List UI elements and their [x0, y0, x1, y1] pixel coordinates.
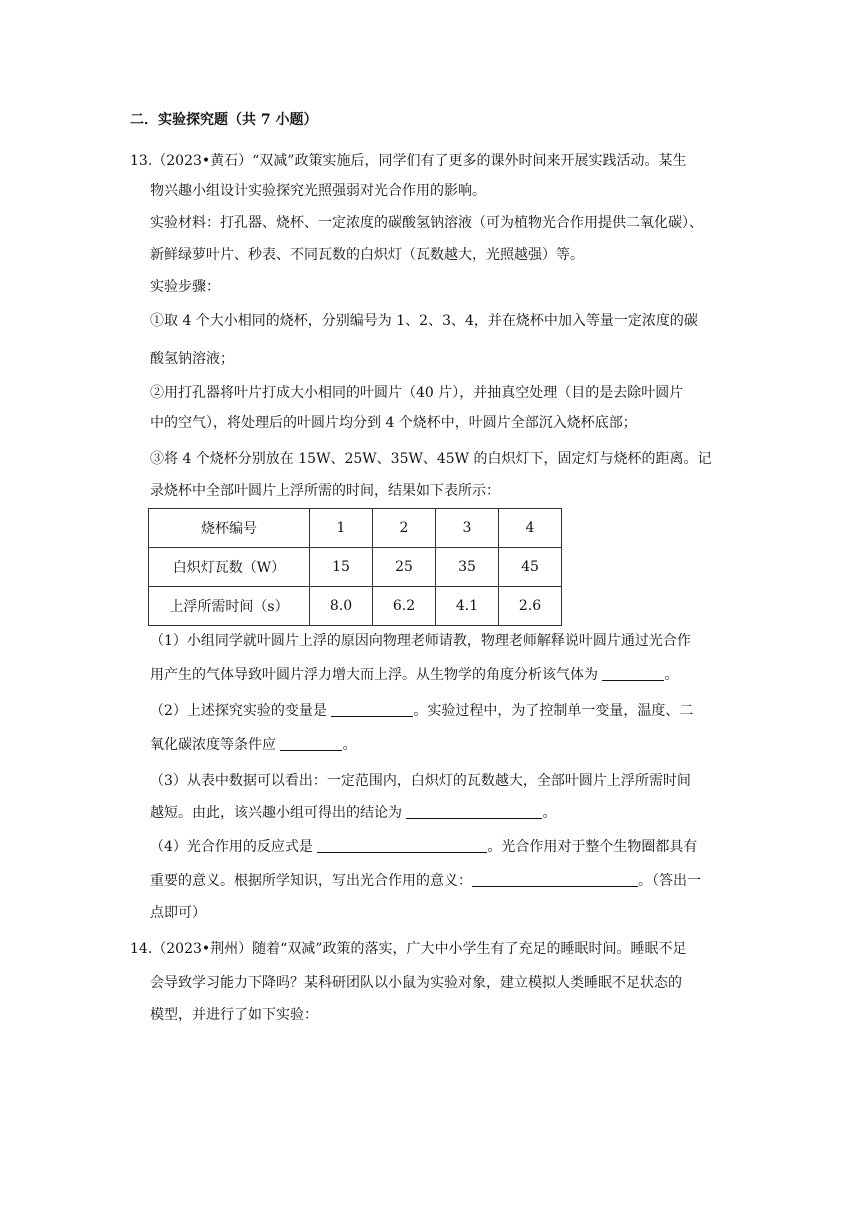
q13-step-2b: 中的空气），将处理后的叶圆片均分到 4 个烧杯中，叶圆片全部沉入烧杯底部； [150, 415, 637, 431]
q14-line-2: 会导致学习能力下降吗？某科研团队以小鼠为实验对象，建立模拟人类睡眠不足状态的 [150, 975, 682, 991]
table-cell: 2.6 [499, 587, 562, 626]
q13-line-2: 物兴趣小组设计实验探究光照强弱对光合作用的影响。 [150, 183, 486, 199]
answer-blank[interactable] [406, 804, 542, 819]
answer-blank[interactable] [472, 872, 638, 887]
table-cell: 4 [499, 509, 562, 548]
q13-step-3a: ③将 4 个烧杯分别放在 15W、25W、35W、45W 的白炽灯下，固定灯与烧杯的距离。记 [150, 451, 712, 467]
table-cell: 白炽灯瓦数（W） [149, 548, 310, 587]
sub2-text: （2）上述探究实验的变量是 [150, 703, 332, 719]
q13-sub1-line-1: （1）小组同学就叶圆片上浮的原因向物理老师请教，物理老师解释说叶圆片通过光合作 [150, 633, 691, 649]
sub2-end: 。实验过程中，为了控制单一变量，温度、二 [413, 703, 694, 719]
table-row [149, 587, 562, 626]
table-row [149, 548, 562, 587]
sub4-end: 。光合作用对于整个生物圈都具有 [487, 839, 698, 855]
section-title: 二．实验探究题（共 7 小题） [130, 112, 318, 128]
sub4-text: （4）光合作用的反应式是 [150, 839, 318, 855]
sub2b-end: 。 [342, 737, 357, 753]
q13-step-1b: 酸氢钠溶液； [150, 351, 234, 367]
q13-sub2-line-1 [150, 701, 693, 721]
q13-sub2-line-2 [150, 735, 356, 755]
sub1-end: 。 [664, 667, 679, 683]
q13-sub3-line-1: （3）从表中数据可以看出：一定范围内，白炽灯的瓦数越大，全部叶圆片上浮所需时间 [150, 773, 691, 789]
q13-line-1: 13.（2023•黄石）“双减”政策实施后，同学们有了更多的课外时间来开展实践活动。某生 [130, 153, 687, 169]
sub1-text: 用产生的气体导致叶圆片浮力增大而上浮。从生物学的角度分析该气体为 [150, 667, 603, 683]
sub3-end: 。 [542, 805, 557, 821]
answer-blank[interactable] [317, 838, 487, 853]
table-cell: 35 [436, 548, 499, 587]
table-cell: 烧杯编号 [149, 509, 310, 548]
q13-sub4-line-2 [150, 871, 701, 891]
q14-line-1: 14.（2023•荆州）随着“双减”政策的落实，广大中小学生有了充足的睡眠时间。睡眠不足 [130, 941, 687, 957]
answer-blank[interactable] [280, 736, 342, 751]
table-cell: 2 [373, 509, 436, 548]
q13-steps-label: 实验步骤： [150, 279, 220, 295]
q13-sub4-line-3: 点即可） [150, 905, 206, 921]
sub4b-text: 重要的意义。根据所学知识，写出光合作用的意义： [150, 873, 472, 889]
sub4b-end: 。（答出一 [638, 873, 701, 889]
q13-step-1a: ①取 4 个大小相同的烧杯，分别编号为 1、2、3、4，并在烧杯中加入等量一定浓度的碳 [150, 313, 698, 329]
q13-sub1-line-2 [150, 665, 678, 685]
sub2b-text: 氧化碳浓度等条件应 [150, 737, 281, 753]
table-cell: 4.1 [436, 587, 499, 626]
q13-materials-1: 实验材料：打孔器、烧杯、一定浓度的碳酸氢钠溶液（可为植物光合作用提供二氧化碳）、 [150, 215, 703, 231]
results-table [148, 508, 562, 626]
answer-blank[interactable] [331, 702, 413, 717]
table-cell: 45 [499, 548, 562, 587]
answer-blank[interactable] [602, 666, 664, 681]
q13-step-2a: ②用打孔器将叶片打成大小相同的叶圆片（40 片），并抽真空处理（目的是去除叶圆片 [150, 385, 684, 401]
q14-line-3: 模型，并进行了如下实验： [150, 1007, 318, 1023]
q13-step-3b: 录烧杯中全部叶圆片上浮所需的时间，结果如下表所示： [150, 483, 500, 499]
q13-sub3-line-2 [150, 803, 556, 823]
q13-materials-2: 新鲜绿萝叶片、秒表、不同瓦数的白炽灯（瓦数越大，光照越强）等。 [150, 247, 584, 263]
table-cell: 25 [373, 548, 436, 587]
table-cell: 6.2 [373, 587, 436, 626]
table-cell: 8.0 [310, 587, 373, 626]
table-cell: 3 [436, 509, 499, 548]
table-cell: 15 [310, 548, 373, 587]
table-cell: 1 [310, 509, 373, 548]
table-cell: 上浮所需时间（s） [149, 587, 310, 626]
sub3-text: 越短。由此，该兴趣小组可得出的结论为 [150, 805, 407, 821]
table-row [149, 509, 562, 548]
q13-sub4-line-1 [150, 837, 697, 857]
